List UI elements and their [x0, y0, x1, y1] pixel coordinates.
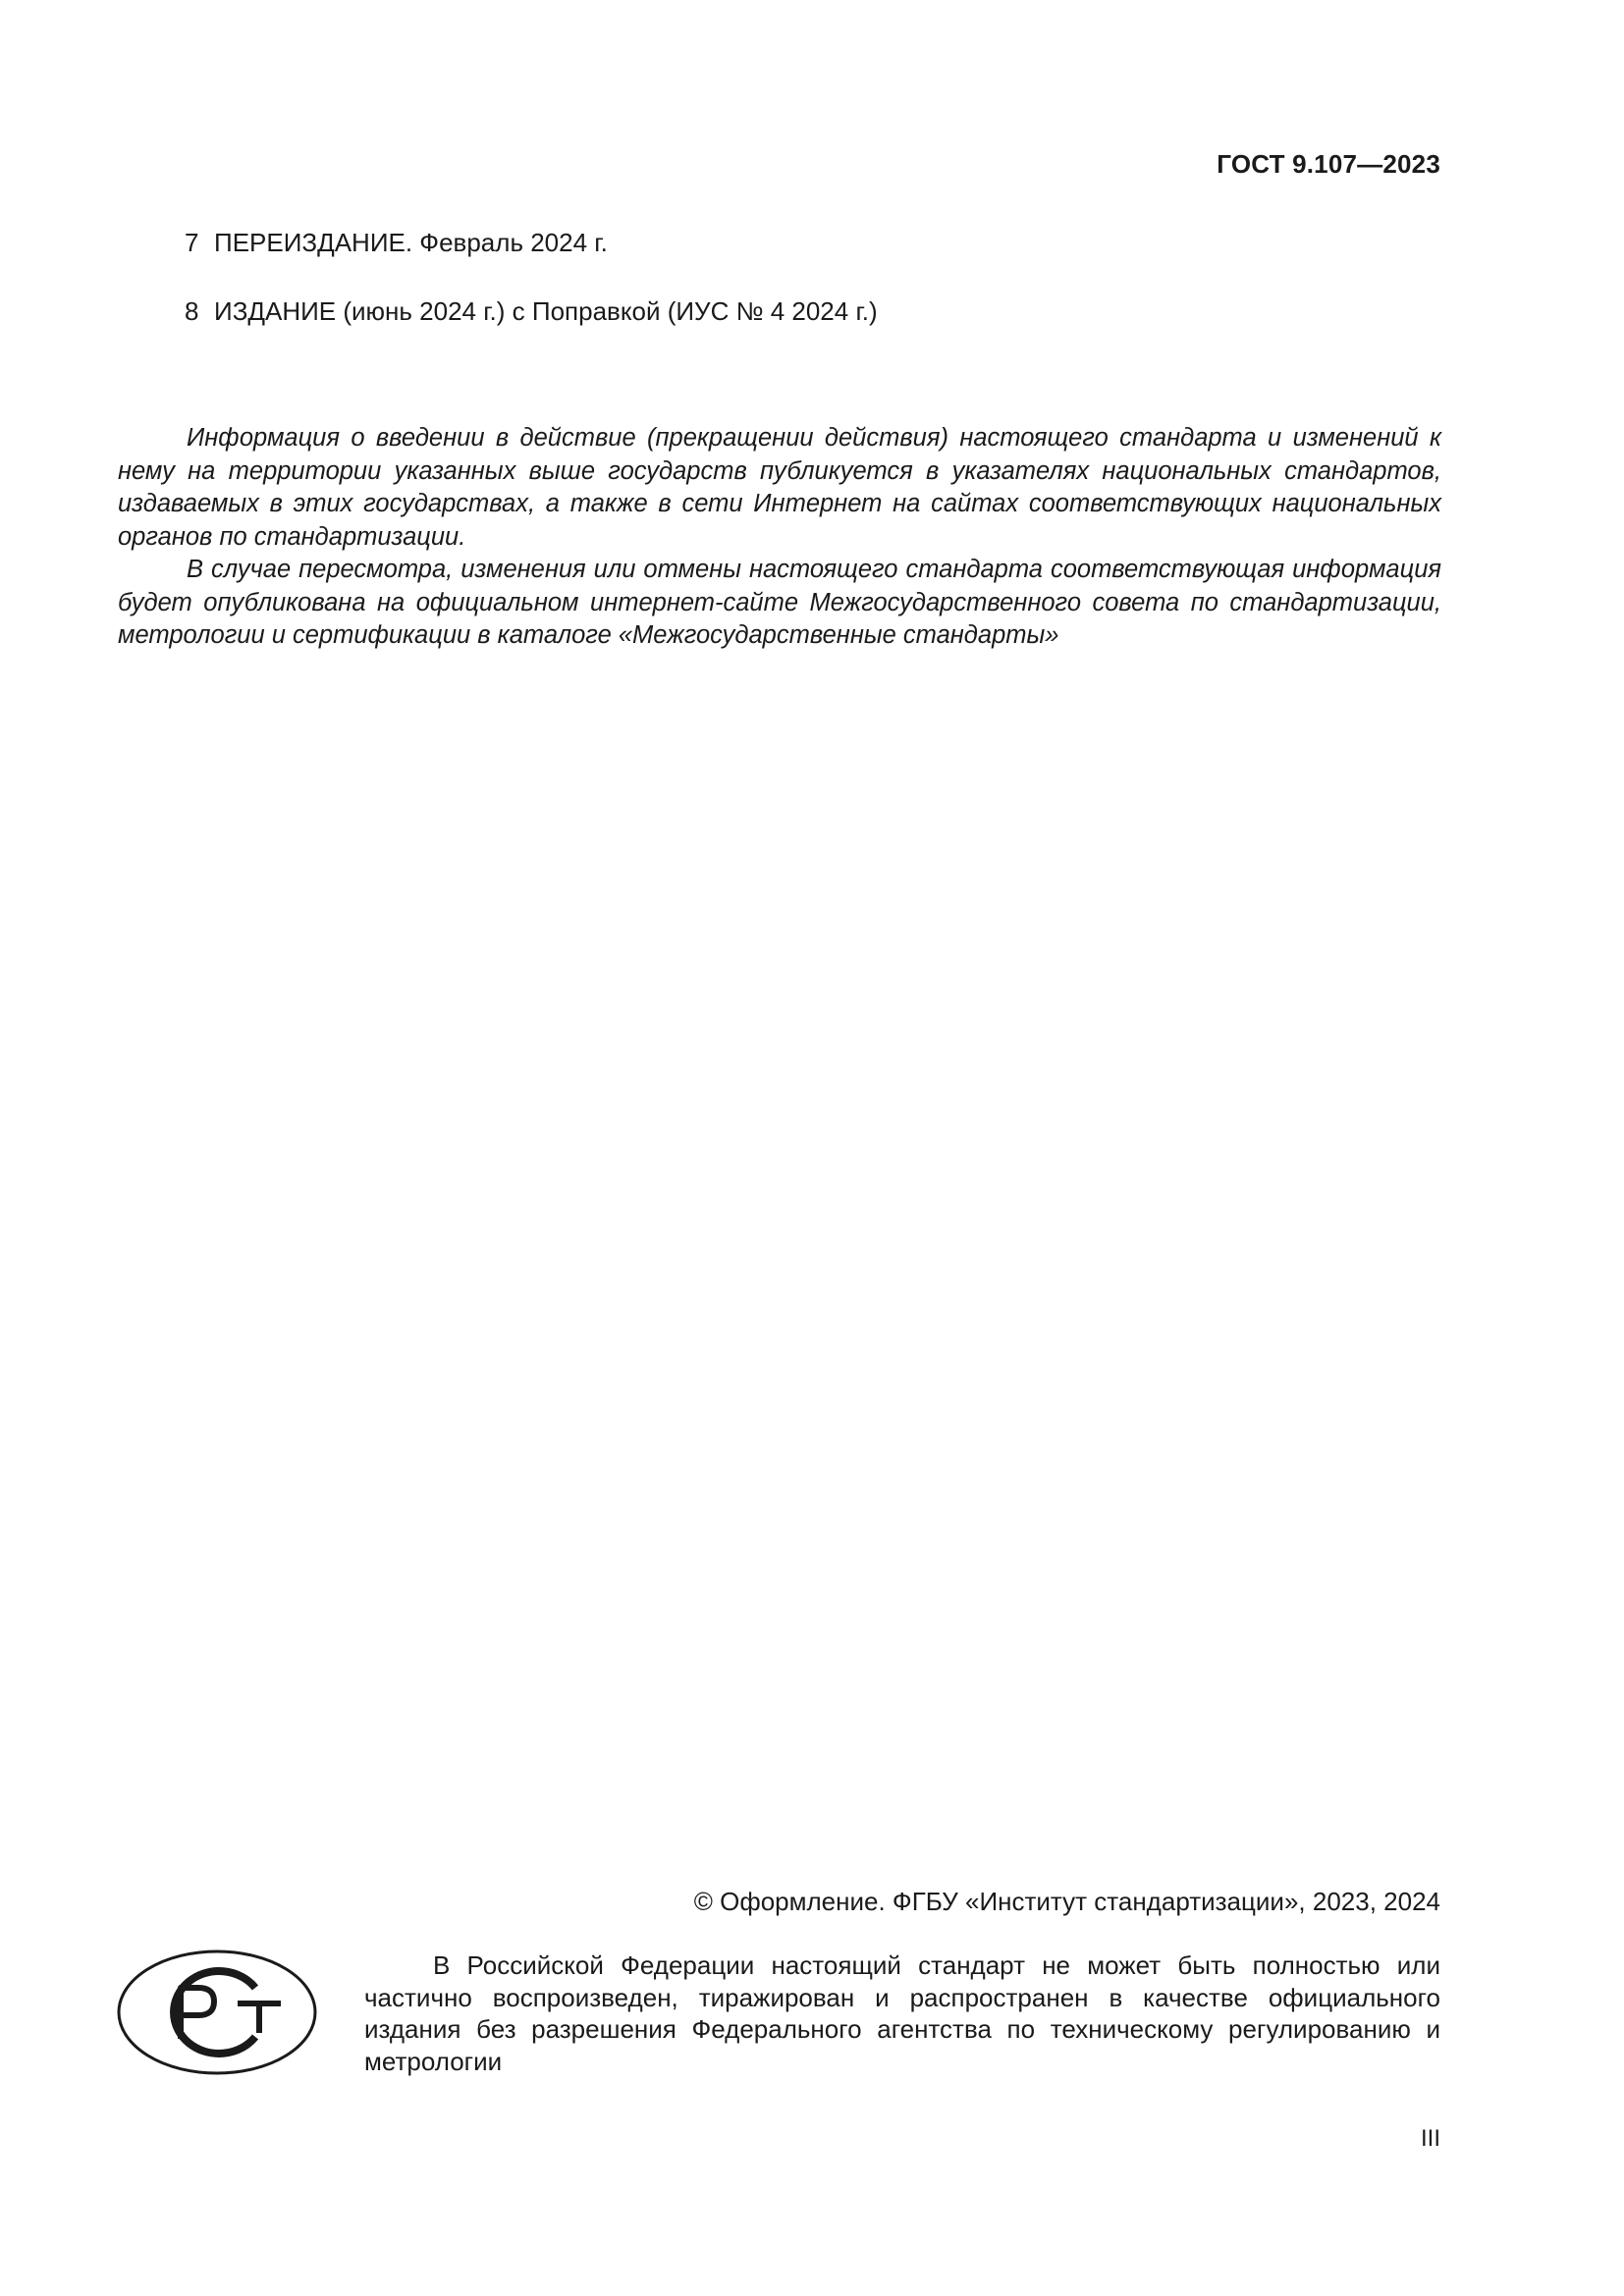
edition-item-8 — [185, 296, 878, 327]
reproduction-notice-text: В Российской Федерации настоящий стандарт не может быть полностью или частично воспроизведен, тиражирован и распространен в качестве официального издания без разрешения Федерального агентства по техническому регулированию и метрологии — [364, 1950, 1440, 2076]
reproduction-notice — [364, 1949, 1440, 2077]
info-paragraph-1: Информация о введении в действие (прекращении действия) настоящего стандарта и изменений к нему на территории указанных выше государств публикуется в указателях национальных стандартов, издаваемых в этих государствах, а также в сети Интернет на сайтах соответствующих национальных органов по стандартизации. — [118, 424, 1441, 551]
info-paragraph-2: В случае пересмотра, изменения или отмены настоящего стандарта соответствующая информация будет опубликована на официальном интернет-сайте Межгосударственного совета по стандартизации, метрологии и сертификации в каталоге «Межгосударственные стандарты» — [118, 556, 1441, 649]
copyright-notice: © Оформление. ФГБУ «Институт стандартизации», 2023, 2024 — [693, 1887, 1440, 1916]
rst-certification-mark-icon — [116, 1949, 318, 2076]
page-number: III — [1420, 2125, 1440, 2152]
edition-number: 8 — [185, 296, 199, 326]
edition-item-7 — [185, 228, 608, 258]
standard-code: ГОСТ 9.107—2023 — [1217, 149, 1440, 179]
edition-text: ИЗДАНИЕ (июнь 2024 г.) с Поправкой (ИУС № 4 2024 г.) — [214, 296, 878, 326]
info-block — [118, 422, 1441, 653]
edition-text: ПЕРЕИЗДАНИЕ. Февраль 2024 г. — [214, 228, 608, 257]
edition-number: 7 — [185, 228, 199, 257]
